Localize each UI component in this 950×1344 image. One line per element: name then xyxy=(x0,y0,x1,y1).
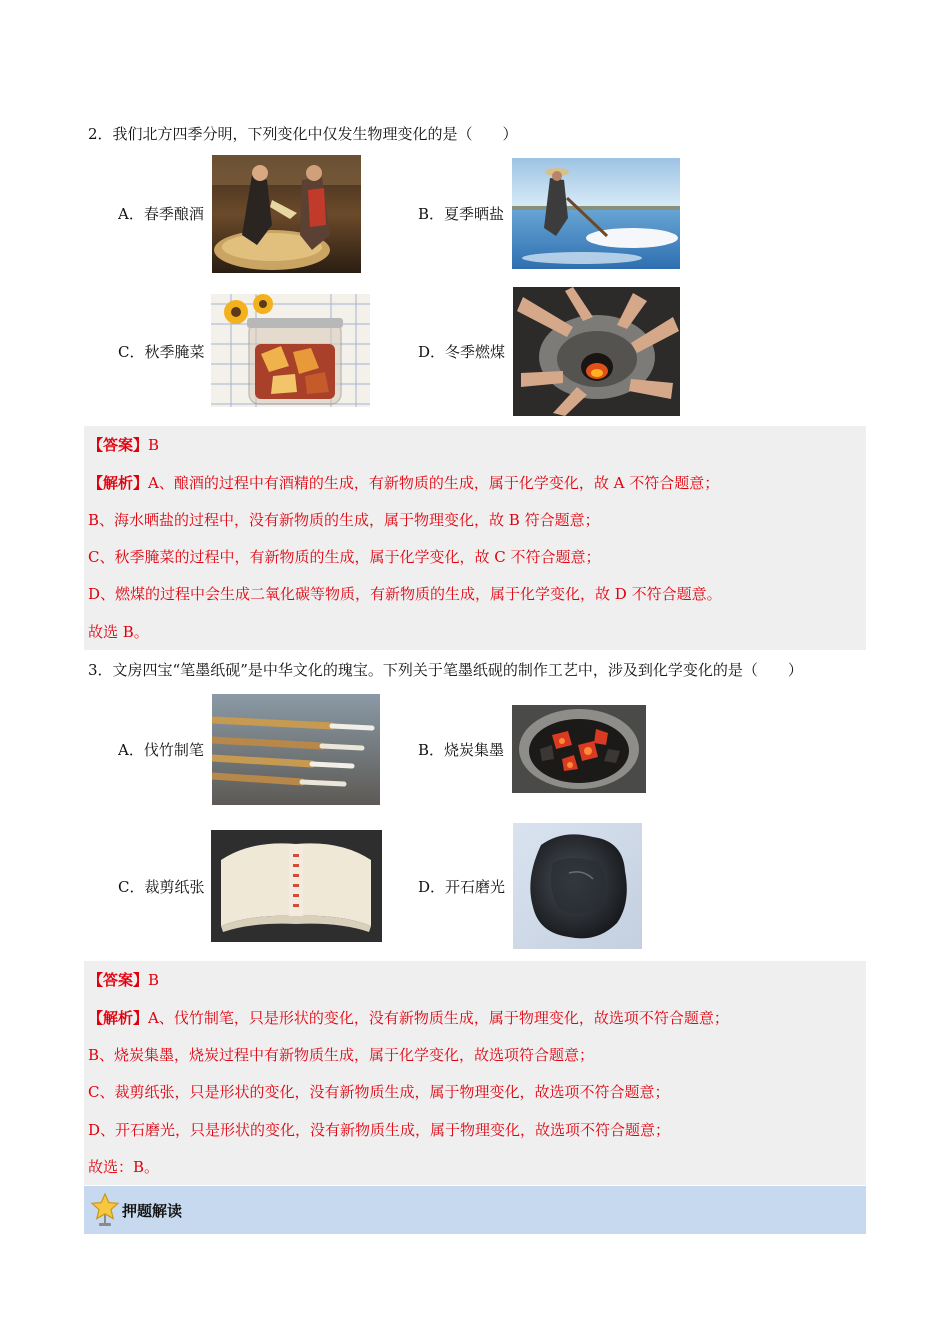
q2-image-salt-drying xyxy=(512,158,680,269)
q2-image-brewing xyxy=(212,155,361,273)
q3-analysis-line-2: B、烧炭集墨，烧炭过程中有新物质生成，属于化学变化，故选项符合题意； xyxy=(88,1046,595,1064)
question-2-stem: 2．我们北方四季分明，下列变化中仅发生物理变化的是（ ） xyxy=(88,125,518,143)
q2-option-a: A．春季酿酒 xyxy=(118,205,204,223)
q3-image-paper xyxy=(211,830,382,942)
section-banner xyxy=(84,1186,866,1234)
q2-analysis-tag: 【解析】 xyxy=(88,474,149,492)
q2-analysis-line-3: C、秋季腌菜的过程中，有新物质的生成，属于化学变化，故 C 不符合题意； xyxy=(88,548,601,566)
q3-answer-value: B xyxy=(148,971,160,989)
q2-analysis-line-1 xyxy=(88,473,719,493)
q2-image-pickling-jar xyxy=(211,294,370,407)
q3-analysis-tag: 【解析】 xyxy=(88,1009,149,1027)
q3-analysis-text: A、伐竹制笔，只是形状的变化，没有新物质生成，属于物理变化，故选项不符合题意； xyxy=(148,1009,729,1027)
q3-option-b: B．烧炭集墨 xyxy=(418,741,505,759)
q3-answer-box xyxy=(84,961,866,1185)
q3-analysis-line-5: 故选：B。 xyxy=(88,1158,160,1176)
q3-analysis-line-4: D、开石磨光，只是形状的变化，没有新物质生成，属于物理变化，故选项不符合题意； xyxy=(88,1121,671,1139)
q2-analysis-line-5: 故选 B。 xyxy=(88,623,149,641)
q2-option-d: D．冬季燃煤 xyxy=(418,343,506,361)
q2-answer-line xyxy=(88,435,159,455)
q3-image-inkstone xyxy=(513,823,642,949)
q3-option-a: A．伐竹制笔 xyxy=(118,741,204,759)
q3-image-brushes xyxy=(212,694,380,805)
q2-image-coal-stove xyxy=(513,287,680,416)
q3-image-burning-charcoal xyxy=(512,705,646,793)
q3-option-c: C．裁剪纸张 xyxy=(118,878,205,896)
q3-analysis-line-1 xyxy=(88,1008,729,1028)
q2-answer-tag: 【答案】 xyxy=(88,436,149,454)
q3-analysis-line-3: C、裁剪纸张，只是形状的变化，没有新物质生成，属于物理变化，故选项不符合题意； xyxy=(88,1083,670,1101)
q2-analysis-text: A、酿酒的过程中有酒精的生成，有新物质的生成，属于化学变化，故 A 不符合题意； xyxy=(148,474,720,492)
q2-option-b: B．夏季晒盐 xyxy=(418,205,505,223)
question-3-stem: 3．文房四宝“笔墨纸砚”是中华文化的瑰宝。下列关于笔墨纸砚的制作工艺中，涉及到化学变化的是（ ） xyxy=(88,661,803,679)
q2-answer-value: B xyxy=(148,436,160,454)
q2-option-c: C．秋季腌菜 xyxy=(118,343,205,361)
star-icon xyxy=(90,1192,120,1228)
q3-answer-line xyxy=(88,970,159,990)
q3-option-d: D．开石磨光 xyxy=(418,878,506,896)
q2-analysis-line-2: B、海水晒盐的过程中，没有新物质的生成，属于物理变化，故 B 符合题意； xyxy=(88,511,600,529)
section-title: 押题解读 xyxy=(122,1202,183,1220)
q3-answer-tag: 【答案】 xyxy=(88,971,149,989)
q2-answer-box xyxy=(84,426,866,650)
q2-analysis-line-4: D、燃煤的过程中会生成二氧化碳等物质，有新物质的生成，属于化学变化，故 D 不符合题意。 xyxy=(88,585,722,603)
